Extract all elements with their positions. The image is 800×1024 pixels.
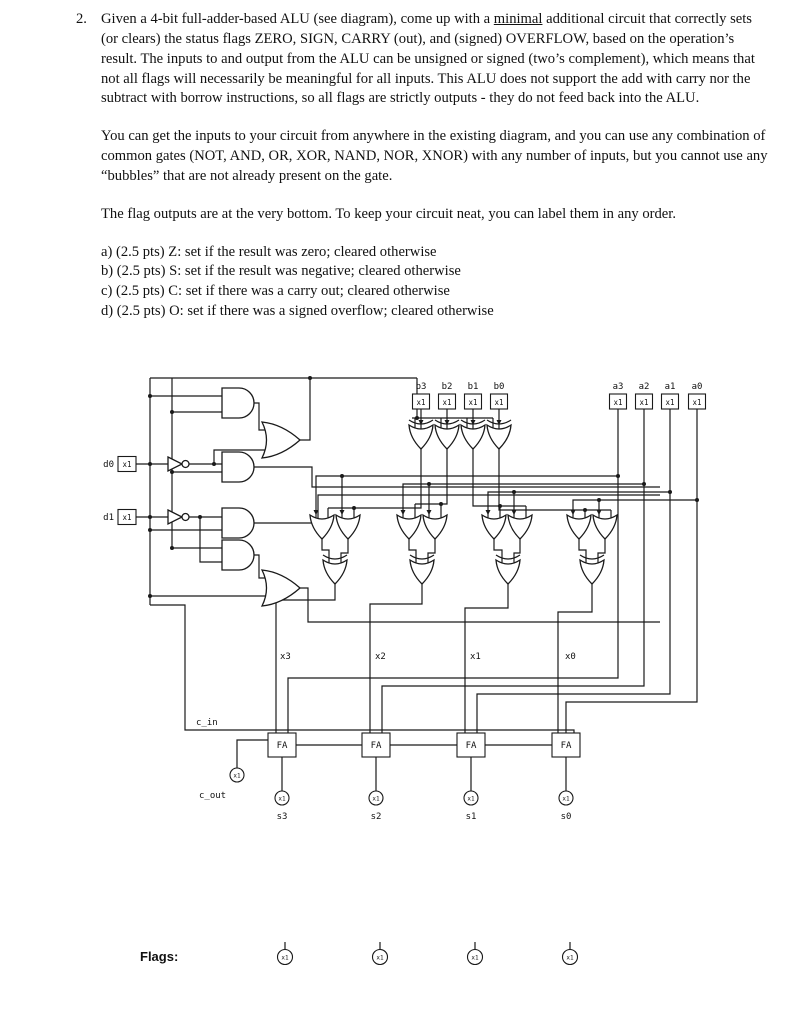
junction-dot [308, 376, 312, 380]
output-pin-value: x1 [281, 954, 289, 962]
full-adder-label: FA [465, 741, 477, 751]
alu-circuit-diagram [0, 372, 800, 1007]
output-pin-value: x1 [471, 954, 479, 962]
flag-pin-stems [285, 942, 570, 950]
wire-label-x3: x3 [280, 652, 291, 662]
xor-gate [580, 555, 604, 584]
input-label-a0: a0 [691, 382, 703, 392]
xor-gate [410, 555, 434, 584]
junction-dot [415, 416, 419, 420]
junction-dot [498, 504, 502, 508]
or-gate [567, 515, 591, 539]
junction-dot [352, 506, 356, 510]
input-box-value: x1 [442, 398, 452, 407]
or-gate [508, 515, 532, 539]
input-box-value: x1 [122, 460, 132, 469]
sum-label-s1: s1 [465, 812, 477, 822]
or-gate [262, 422, 300, 458]
input-label-d0: d0 [103, 460, 114, 470]
output-pin-value: x1 [278, 795, 286, 803]
input-label-a1: a1 [664, 382, 676, 392]
junction-dot [148, 394, 152, 398]
p1-text-b: additional circuit that correctly sets (or clears) the status flags ZERO, SIGN, CARRY (out), and (signed) OVERFLOW, based on the operation’s result. The inputs to and output from the ALU can be unsigned or signed (two’s complement), which means that not all flags will necessarily be meaningful for all inputs. This ALU does not support the add with carry nor the subtract with borrow instructions, so all flags are strictly outputs - they do not feed back into the ALU. [101, 11, 755, 107]
or-gate [336, 515, 360, 539]
gate-stage-wires [322, 539, 605, 566]
wire-label-x0: x0 [565, 652, 576, 662]
junction-dot [148, 528, 152, 532]
and-gate [222, 508, 254, 538]
p1-underlined-word: minimal [493, 11, 543, 27]
input-box-value: x1 [613, 398, 623, 407]
flags-label: Flags: [140, 949, 179, 964]
junction-dot [597, 498, 601, 502]
or-gate [423, 515, 447, 539]
input-label-d1: d1 [103, 513, 114, 523]
flag-item-z: a) (2.5 pts) Z: set if the result was zero; cleared otherwise [101, 243, 437, 260]
input-label-b1: b1 [467, 382, 479, 392]
wire-label-x2: x2 [375, 652, 386, 662]
junction-dot [668, 490, 672, 494]
alu-circuit-svg [0, 372, 800, 1002]
input-label-b3: b3 [415, 382, 427, 392]
input-box-value: x1 [639, 398, 649, 407]
input-label-a3: a3 [612, 382, 624, 392]
and-gate [222, 452, 254, 482]
output-pin-value: x1 [376, 954, 384, 962]
b-operand-wires [328, 409, 611, 522]
junction-dot [170, 410, 174, 414]
input-box-value: x1 [665, 398, 675, 407]
junction-dot [148, 462, 152, 466]
junction-dot [148, 594, 152, 598]
input-label-a2: a2 [638, 382, 650, 392]
flag-item-s: b) (2.5 pts) S: set if the result was negative; cleared otherwise [101, 263, 461, 280]
x-column-wires [276, 584, 592, 733]
carry-out-label: c_out [199, 791, 227, 801]
junction-dot [439, 502, 443, 506]
junction-dot [695, 498, 699, 502]
input-box-value: x1 [468, 398, 478, 407]
junction-dot [198, 515, 202, 519]
flag-item-c: c) (2.5 pts) C: set if there was a carry out; cleared otherwise [101, 283, 450, 300]
junction-dot [512, 490, 516, 494]
junction-dot [148, 515, 152, 519]
p1-text-a: Given a 4-bit full-adder-based ALU (see diagram), come up with a [101, 11, 494, 27]
full-adder-label: FA [276, 741, 288, 751]
junction-dot [212, 462, 216, 466]
control-bus-wires [254, 467, 660, 622]
input-box-value: x1 [494, 398, 504, 407]
junction-dot [427, 482, 431, 486]
sum-label-s2: s2 [370, 812, 382, 822]
junction-dot [583, 508, 587, 512]
output-pin-value: x1 [562, 795, 570, 803]
sum-label-s0: s0 [560, 812, 572, 822]
a-operand-wires [288, 409, 697, 733]
problem-number: 2. [76, 11, 87, 27]
xor-gate [496, 555, 520, 584]
junction-dot [170, 546, 174, 550]
xor-gate [461, 420, 485, 449]
wire-label-x1: x1 [470, 652, 481, 662]
full-adder-label: FA [370, 741, 382, 751]
xor-gate [435, 420, 459, 449]
paragraph-3: The flag outputs are at the very bottom. To keep your circuit neat, you can label them in any order. [101, 205, 676, 222]
xor-gate [487, 420, 511, 449]
junction-dot [616, 474, 620, 478]
and-gate [222, 540, 254, 570]
or-gate [310, 515, 334, 539]
not-gate [168, 510, 189, 524]
paragraph-2: You can get the inputs to your circuit from anywhere in the existing diagram, and you can use any combination of common gates (NOT, AND, OR, XOR, NAND, NOR, XNOR) with any number of inputs, but you cannot use any “bubbles” that are not already present on the gate. [101, 128, 768, 184]
junction-dot [642, 482, 646, 486]
or-gate [593, 515, 617, 539]
sum-output-wires [282, 757, 566, 791]
output-pin-value: x1 [566, 954, 574, 962]
full-adder-label: FA [560, 741, 572, 751]
flag-item-list [101, 243, 768, 322]
junction-dot [340, 474, 344, 478]
output-pin-value: x1 [233, 772, 241, 780]
output-pin-value: x1 [467, 795, 475, 803]
input-label-b2: b2 [441, 382, 453, 392]
and-gate [222, 388, 254, 418]
problem-text-block [76, 10, 768, 322]
input-label-b0: b0 [493, 382, 505, 392]
flag-item-o: d) (2.5 pts) O: set if there was a signed overflow; cleared otherwise [101, 303, 494, 320]
input-box-value: x1 [122, 513, 132, 522]
xor-gate [409, 420, 433, 449]
junction-dot [170, 470, 174, 474]
not-gate [168, 457, 189, 471]
xor-gate [323, 555, 347, 584]
or-gate [482, 515, 506, 539]
output-pin-value: x1 [372, 795, 380, 803]
carry-in-label: c_in [196, 718, 218, 728]
or-gate [397, 515, 421, 539]
sum-label-s3: s3 [276, 812, 288, 822]
input-box-value: x1 [416, 398, 426, 407]
input-box-value: x1 [692, 398, 702, 407]
paragraph-1 [101, 10, 768, 109]
